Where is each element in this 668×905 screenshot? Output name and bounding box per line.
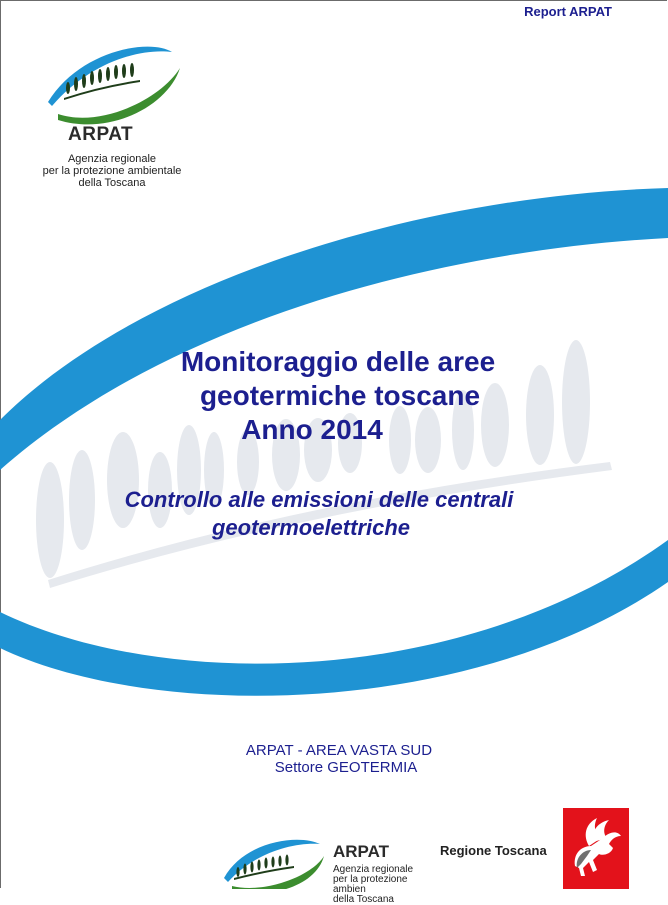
organization-info	[0, 742, 668, 776]
subtitle	[0, 486, 668, 542]
footer-brand-text: ARPAT	[333, 842, 390, 861]
title-line: Monitoraggio delle aree	[180, 346, 496, 377]
org-line: Settore GEOTERMIA	[274, 759, 418, 776]
report-label: Report ARPAT	[524, 4, 612, 19]
logo-subtitle-line: della Toscana	[78, 177, 146, 189]
org-line: ARPAT - AREA VASTA SUD	[245, 742, 433, 759]
main-title	[0, 345, 668, 447]
title-line: Anno 2014	[241, 414, 383, 445]
subtitle-line: Controllo alle emissioni delle centrali	[124, 487, 514, 512]
lower-swoosh	[0, 540, 668, 696]
footer-subtitle-line: per la protezione ambien	[333, 874, 408, 895]
regione-toscana-pegasus-emblem	[563, 808, 629, 889]
regione-toscana-label: Regione Toscana	[440, 843, 547, 858]
footer-subtitle	[333, 865, 443, 905]
footer-subtitle-line: della Toscana	[333, 894, 394, 905]
pegasus-icon	[563, 808, 629, 889]
logo-subtitle-line: per la protezione ambientale	[42, 165, 182, 177]
logo-subtitle-line: Agenzia regionale	[67, 153, 157, 165]
logo-brand-text: ARPAT	[68, 124, 134, 145]
footer-arpat-logo	[220, 836, 330, 889]
logo-subtitle	[30, 153, 194, 189]
footer-subtitle-line: Agenzia regionale	[333, 864, 414, 875]
title-line: geotermiche toscane	[199, 380, 481, 411]
subtitle-line: geotermoelettriche	[211, 515, 411, 540]
